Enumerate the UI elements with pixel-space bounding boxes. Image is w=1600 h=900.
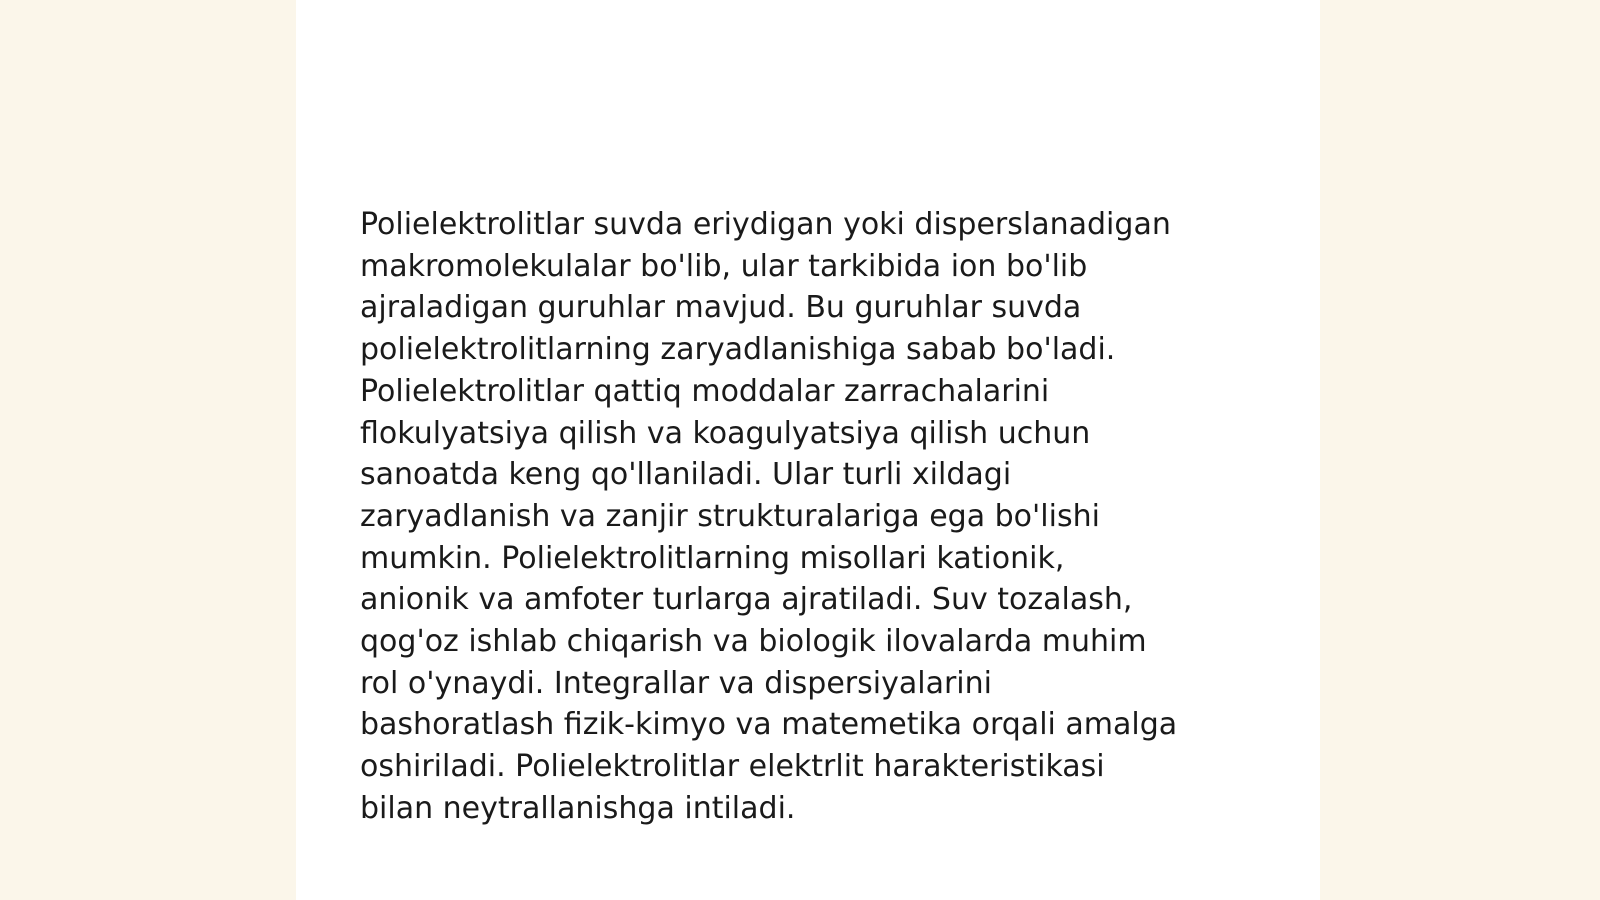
text-line: Polielektrolitlar qattiq moddalar zarrachalarini xyxy=(360,373,1050,409)
text-line: Polielektrolitlar suvda eriydigan yoki disperslanadigan xyxy=(360,207,1171,242)
text-line: sanoatda keng qo'llaniladi. Ular turli xildagi xyxy=(360,457,1012,493)
text-line: qog'oz ishlab chiqarish va biologik ilovalarda muhim xyxy=(360,624,1147,660)
text-line: zaryadlanish va zanjir strukturalariga ega bo'lishi xyxy=(360,498,1100,534)
text-line: flokulyatsiya qilish va koagulyatsiya qilish uchun xyxy=(360,415,1091,451)
text-line: ajraladigan guruhlar mavjud. Bu guruhlar suvda xyxy=(360,290,1082,326)
text-line: rol o'ynaydi. Integrallar va dispersiyalarini xyxy=(360,665,992,701)
text-line: anionik va amfoter turlarga ajratiladi. Suv tozalash, xyxy=(360,582,1133,618)
document-page xyxy=(296,0,1320,900)
body-paragraph xyxy=(360,204,1260,830)
text-line: bashoratlash fizik-kimyo va matemetika orqali amalga xyxy=(360,707,1178,743)
text-line: bilan neytrallanishga intiladi. xyxy=(360,790,796,826)
text-line: oshiriladi. Polielektrolitlar elektrlit harakteristikasi xyxy=(360,749,1105,785)
text-line: polielektrolitlarning zaryadlanishiga sabab bo'ladi. xyxy=(360,332,1116,368)
text-line: mumkin. Polielektrolitlarning misollari kationik, xyxy=(360,540,1065,576)
text-line: makromolekulalar bo'lib, ular tarkibida ion bo'lib xyxy=(360,248,1088,284)
